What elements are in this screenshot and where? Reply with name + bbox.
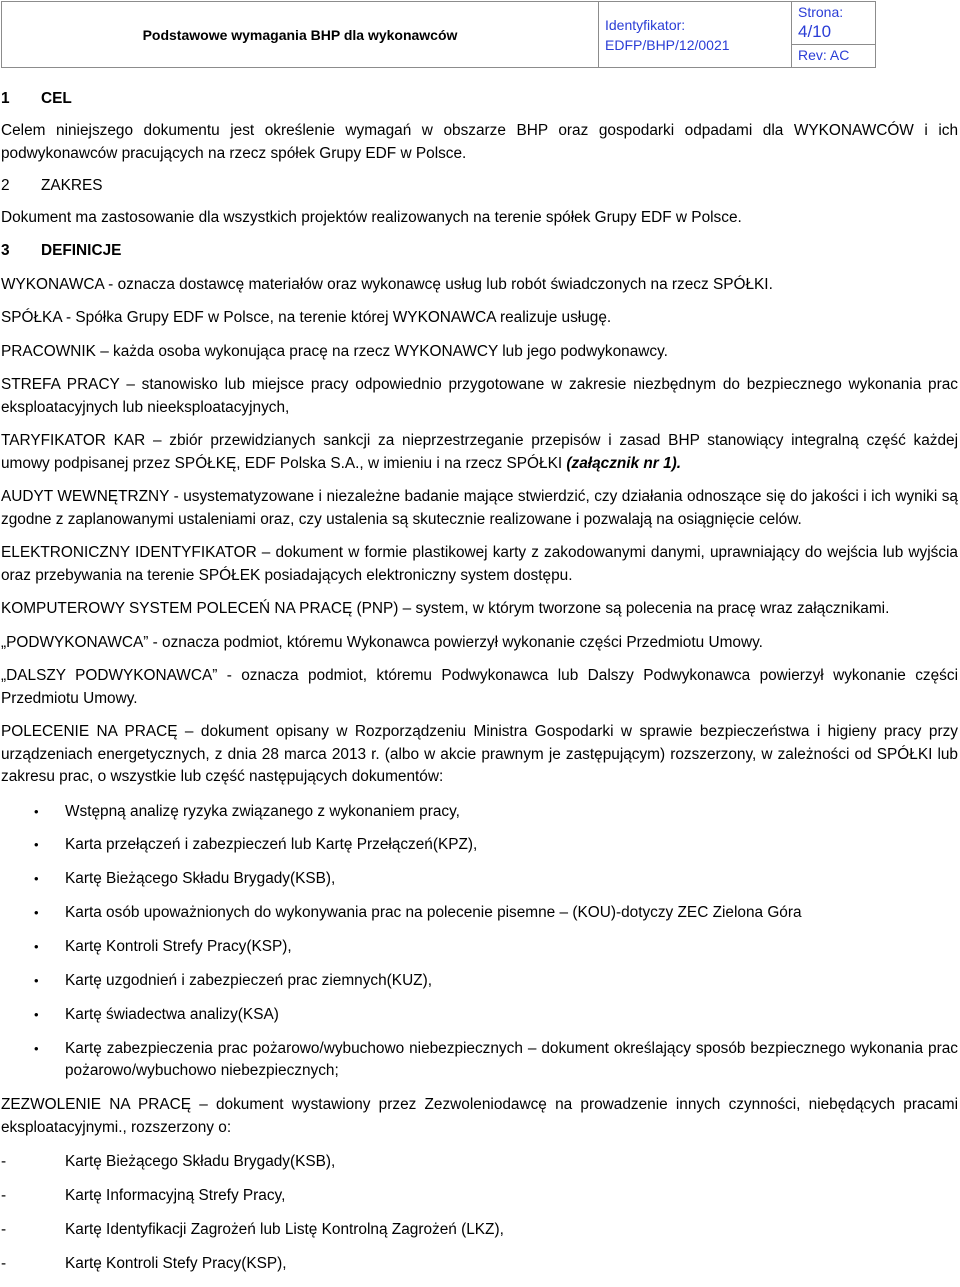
list-item: • Kartę świadectwa analizy(KSA) xyxy=(1,1004,958,1027)
definition-polecenie-na-prace: POLECENIE NA PRACĘ – dokument opisany w Rozporządzeniu Ministra Gospodarki w sprawie bezpieczeństwa i higieny pracy przy urządzeniach energetycznych, z dnia 28 marca 2013 r. (albo w akcie prawnym je zastępującym) rozszerzony, w zależności od SPÓŁKI lub zakresu prac, o wszystkie lub część następujących dokumentów: xyxy=(1,723,958,785)
list-item: - Kartę Identyfikacji Zagrożeń lub Listę Kontrolną Zagrożeń (LKZ), xyxy=(1,1219,958,1242)
section-heading-definicje xyxy=(1,240,958,262)
polecenie-documents-list xyxy=(1,801,958,1083)
dash-marker: - xyxy=(1,1220,7,1238)
bullet-icon: • xyxy=(34,939,39,955)
list-item: • Kartę zabezpieczenia prac pożarowo/wybuchowo niebezpiecznych – dokument określający sposób bezpiecznego wykonania prac pożarowo/wybuchowo niebezpiecznych; xyxy=(34,1039,958,1080)
definition-dalszy-podwykonawca: „DALSZY PODWYKONAWCA” - oznacza podmiot, któremu Podwykonawca lub Dalszy Podwykonawca powierzył wykonanie części Przedmiotu Umowy. xyxy=(1,667,958,707)
identifier-value: EDFP/BHP/12/0021 xyxy=(605,36,730,53)
page-label: Strona: xyxy=(798,4,844,20)
taryfikator-reference: (załącznik nr 1). xyxy=(566,454,682,472)
bullet-icon: • xyxy=(34,905,39,921)
section-number: 3 xyxy=(1,241,10,259)
bullet-icon: • xyxy=(34,837,39,853)
definition-strefa-pracy: STREFA PRACY – stanowisko lub miejsce pracy odpowiednio przygotowane w zakresie niezbędnym do bezpiecznego wykonania prac eksploatacyjnych lub nieeksploatacyjnych, xyxy=(1,376,958,416)
section-title: CEL xyxy=(41,90,72,107)
zezwolenie-documents-list xyxy=(1,1151,958,1275)
definition-spolka: SPÓŁKA - Spółka Grupy EDF w Polsce, na terenie której WYKONAWCA realizuje usługę. xyxy=(1,309,612,326)
dash-marker: - xyxy=(1,1254,7,1272)
list-item: • Karta osób upoważnionych do wykonywania prac na polecenie pisemne – (KOU)-dotyczy ZEC Zielona Góra xyxy=(1,902,958,925)
list-item: • Kartę uzgodnień i zabezpieczeń prac ziemnych(KUZ), xyxy=(1,970,958,993)
section-heading-cel xyxy=(1,88,958,110)
list-item: • Wstępną analizę ryzyka związanego z wykonaniem pracy, xyxy=(1,801,958,824)
document-body xyxy=(1,88,958,1287)
list-item: - Kartę Bieżącego Składu Brygady(KSB), xyxy=(1,1151,958,1174)
definition-taryfikator xyxy=(1,430,958,475)
section-title: DEFINICJE xyxy=(41,241,122,259)
section-number: 1 xyxy=(1,90,10,107)
definition-podwykonawca: „PODWYKONAWCA” - oznacza podmiot, któremu Wykonawca powierzył wykonanie części Przedmiotu Umowy. xyxy=(1,633,763,651)
list-item: • Kartę Kontroli Strefy Pracy(KSP), xyxy=(1,936,958,959)
dash-marker: - xyxy=(1,1187,7,1205)
list-item: - Kartę Kontroli Stefy Pracy(KSP), xyxy=(1,1253,958,1276)
identifier-cell xyxy=(599,2,792,68)
bullet-icon: • xyxy=(34,972,39,988)
definition-elektroniczny-identyfikator: ELEKTRONICZNY IDENTYFIKATOR – dokument w formie plastikowej karty z zakodowanymi danymi, uprawniający do wejścia lub wyjścia oraz przebywania na terenie SPÓŁEK posiadających elektroniczny system dostępu. xyxy=(1,544,958,584)
document-title: Podstawowe wymagania BHP dla wykonawców xyxy=(2,2,599,68)
bullet-icon: • xyxy=(34,1040,39,1056)
page-number: 4/10 xyxy=(798,22,832,41)
taryfikator-text: TARYFIKATOR KAR – zbiór przewidzianych sankcji za nieprzestrzeganie przepisów i zasad BHP stanowiący integralną część każdej umowy podpisanej przez SPÓŁKĘ, EDF Polska S.A., w imieniu i na rzecz SPÓŁKI xyxy=(1,432,958,472)
list-item: - Kartę Informacyjną Strefy Pracy, xyxy=(1,1185,958,1208)
list-item: • Kartę Bieżącego Składu Brygady(KSB), xyxy=(1,868,958,891)
definition-pnp: KOMPUTEROWY SYSTEM POLECEŃ NA PRACĘ (PNP) – system, w którym tworzone są polecenia na pracę wraz załącznikami. xyxy=(1,600,890,617)
definition-wykonawca: WYKONAWCA - oznacza dostawcę materiałów oraz wykonawcę usług lub robót świadczonych na rzecz SPÓŁKI. xyxy=(1,275,773,293)
definition-audyt: AUDYT WEWNĘTRZNY - usystematyzowane i niezależne badanie mające stwierdzić, czy działania odnoszące się do jakości i ich wyniki są zgodne z zaplanowanymi ustaleniami oraz, czy ustalenia są skutecznie realizowane i pozwalają na osiągnięcie celów. xyxy=(1,488,958,528)
cel-paragraph: Celem niniejszego dokumentu jest określenie wymagań w obszarze BHP oraz gospodarki odpadami dla WYKONAWCÓW i ich podwykonawców pracujących na rzecz spółek Grupy EDF w Polsce. xyxy=(1,122,958,162)
bullet-icon: • xyxy=(34,803,39,819)
bullet-icon: • xyxy=(34,1006,39,1022)
identifier-label: Identyfikator: xyxy=(605,16,686,33)
revision: Rev: AC xyxy=(798,47,850,63)
bullet-icon: • xyxy=(34,871,39,887)
section-heading-zakres xyxy=(1,175,958,197)
dash-marker: - xyxy=(1,1153,7,1171)
list-item: • Karta przełączeń i zabezpieczeń lub Kartę Przełączeń(KPZ), xyxy=(1,834,958,857)
zakres-paragraph: Dokument ma zastosowanie dla wszystkich projektów realizowanych na terenie spółek Grupy EDF w Polsce. xyxy=(1,209,742,226)
definition-zezwolenie-na-prace: ZEZWOLENIE NA PRACĘ – dokument wystawiony przez Zezwoleniodawcę na prowadzenie innych czynności, niebędących pracami eksploatacyjnymi., rozszerzony o: xyxy=(1,1096,958,1136)
section-number: 2 xyxy=(1,177,10,194)
definition-pracownik: PRACOWNIK – każda osoba wykonująca pracę na rzecz WYKONAWCY lub jego podwykonawcy. xyxy=(1,342,668,360)
document-header xyxy=(1,1,876,68)
page-cell xyxy=(792,2,876,68)
section-title: ZAKRES xyxy=(41,177,103,194)
